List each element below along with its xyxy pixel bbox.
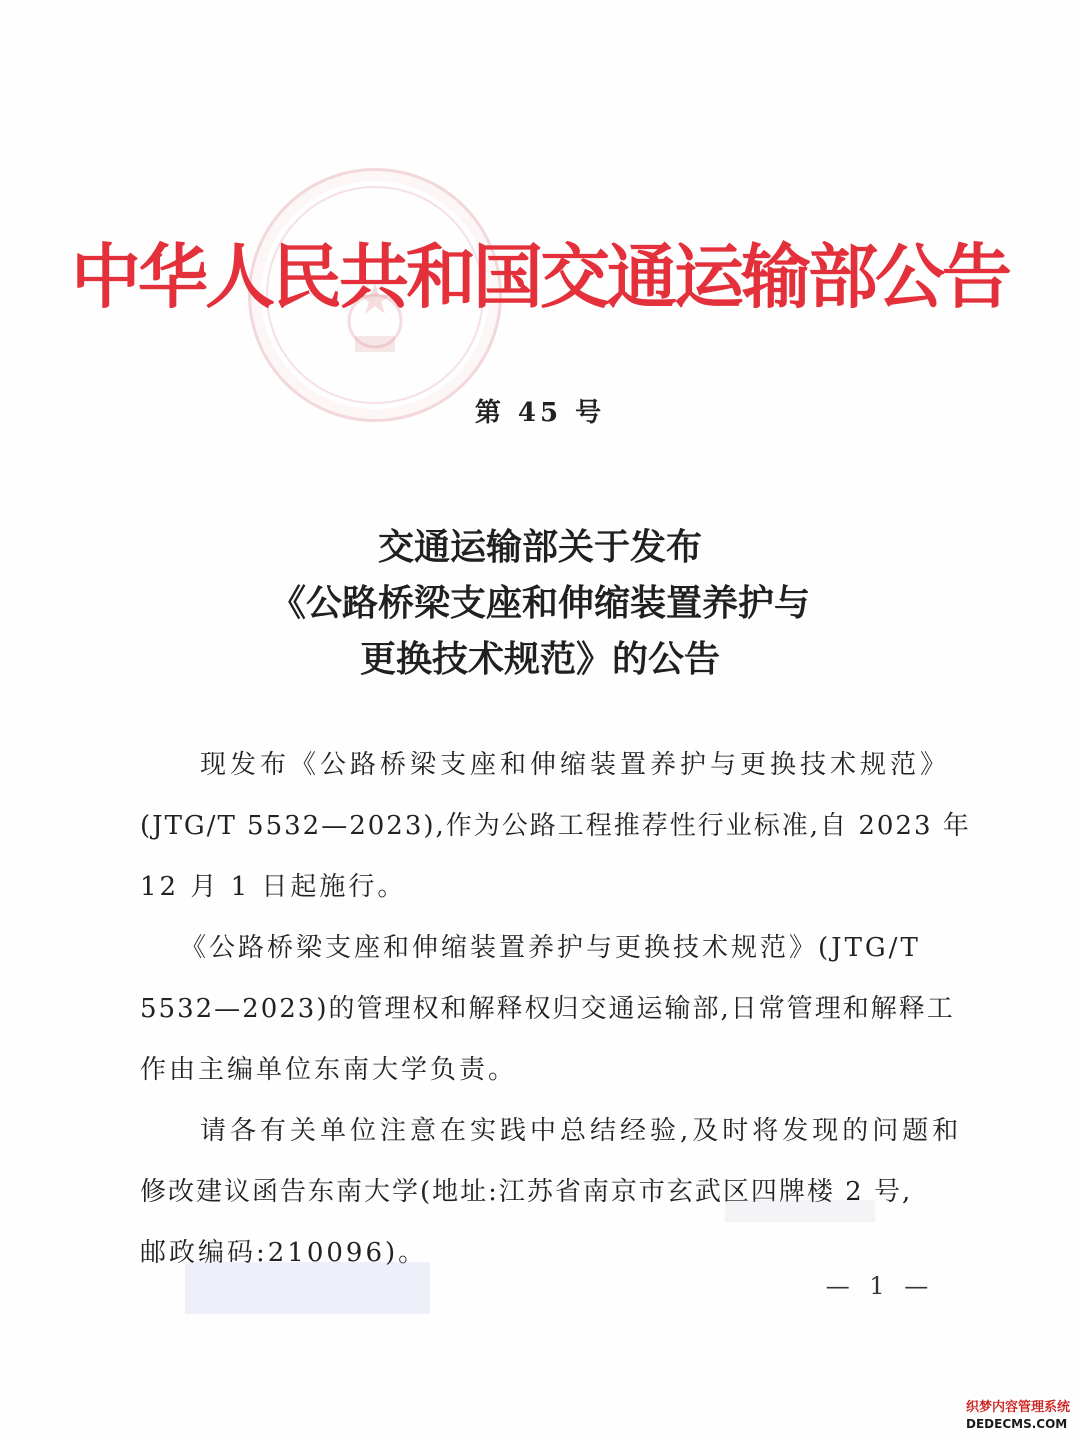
dedecms-watermark [966, 1400, 1076, 1436]
p1-line-3: 12 月 1 日起施行。 [140, 872, 407, 902]
paragraph-3 [140, 1101, 963, 1284]
document-title [0, 520, 1080, 688]
p3-line-2: 修改建议函告东南大学(地址:江苏省南京市玄武区四牌楼 2 号, [140, 1177, 913, 1207]
watermark-cn: 织梦内容管理系统 [966, 1400, 1071, 1415]
faint-stamp-block [185, 1262, 430, 1314]
faint-scan-mark [725, 1200, 875, 1222]
title-line-2: 《公路桥梁支座和伸缩装置养护与 [269, 583, 810, 624]
paragraph-2 [140, 918, 955, 1101]
issuer-header: 中华人民共和国交通运输部公告 [71, 236, 1009, 318]
p2-line-1: 《公路桥梁支座和伸缩装置养护与更换技术规范》(JTG/T [180, 933, 921, 963]
watermark-en: DEDECMS.COM [966, 1417, 1068, 1431]
p3-line-3: 邮政编码:210096)。 [140, 1238, 428, 1268]
p2-line-2: 5532—2023)的管理权和解释权归交通运输部,日常管理和解释工 [140, 994, 955, 1024]
p1-line-1: 现发布《公路桥梁支座和伸缩装置养护与更换技术规范》 [200, 750, 951, 780]
page-number: — 1 — [825, 1272, 935, 1300]
title-line-1: 交通运输部关于发布 [377, 527, 702, 568]
p3-line-1: 请各有关单位注意在实践中总结经验,及时将发现的问题和 [200, 1116, 963, 1146]
announcement-number: 第 45 号 [474, 398, 606, 428]
paragraph-1 [140, 735, 971, 918]
p1-line-2: (JTG/T 5532—2023),作为公路工程推荐性行业标准,自 2023 年 [140, 811, 971, 841]
p2-line-3: 作由主编单位东南大学负责。 [140, 1055, 518, 1085]
title-line-3: 更换技术规范》的公告 [359, 639, 720, 680]
